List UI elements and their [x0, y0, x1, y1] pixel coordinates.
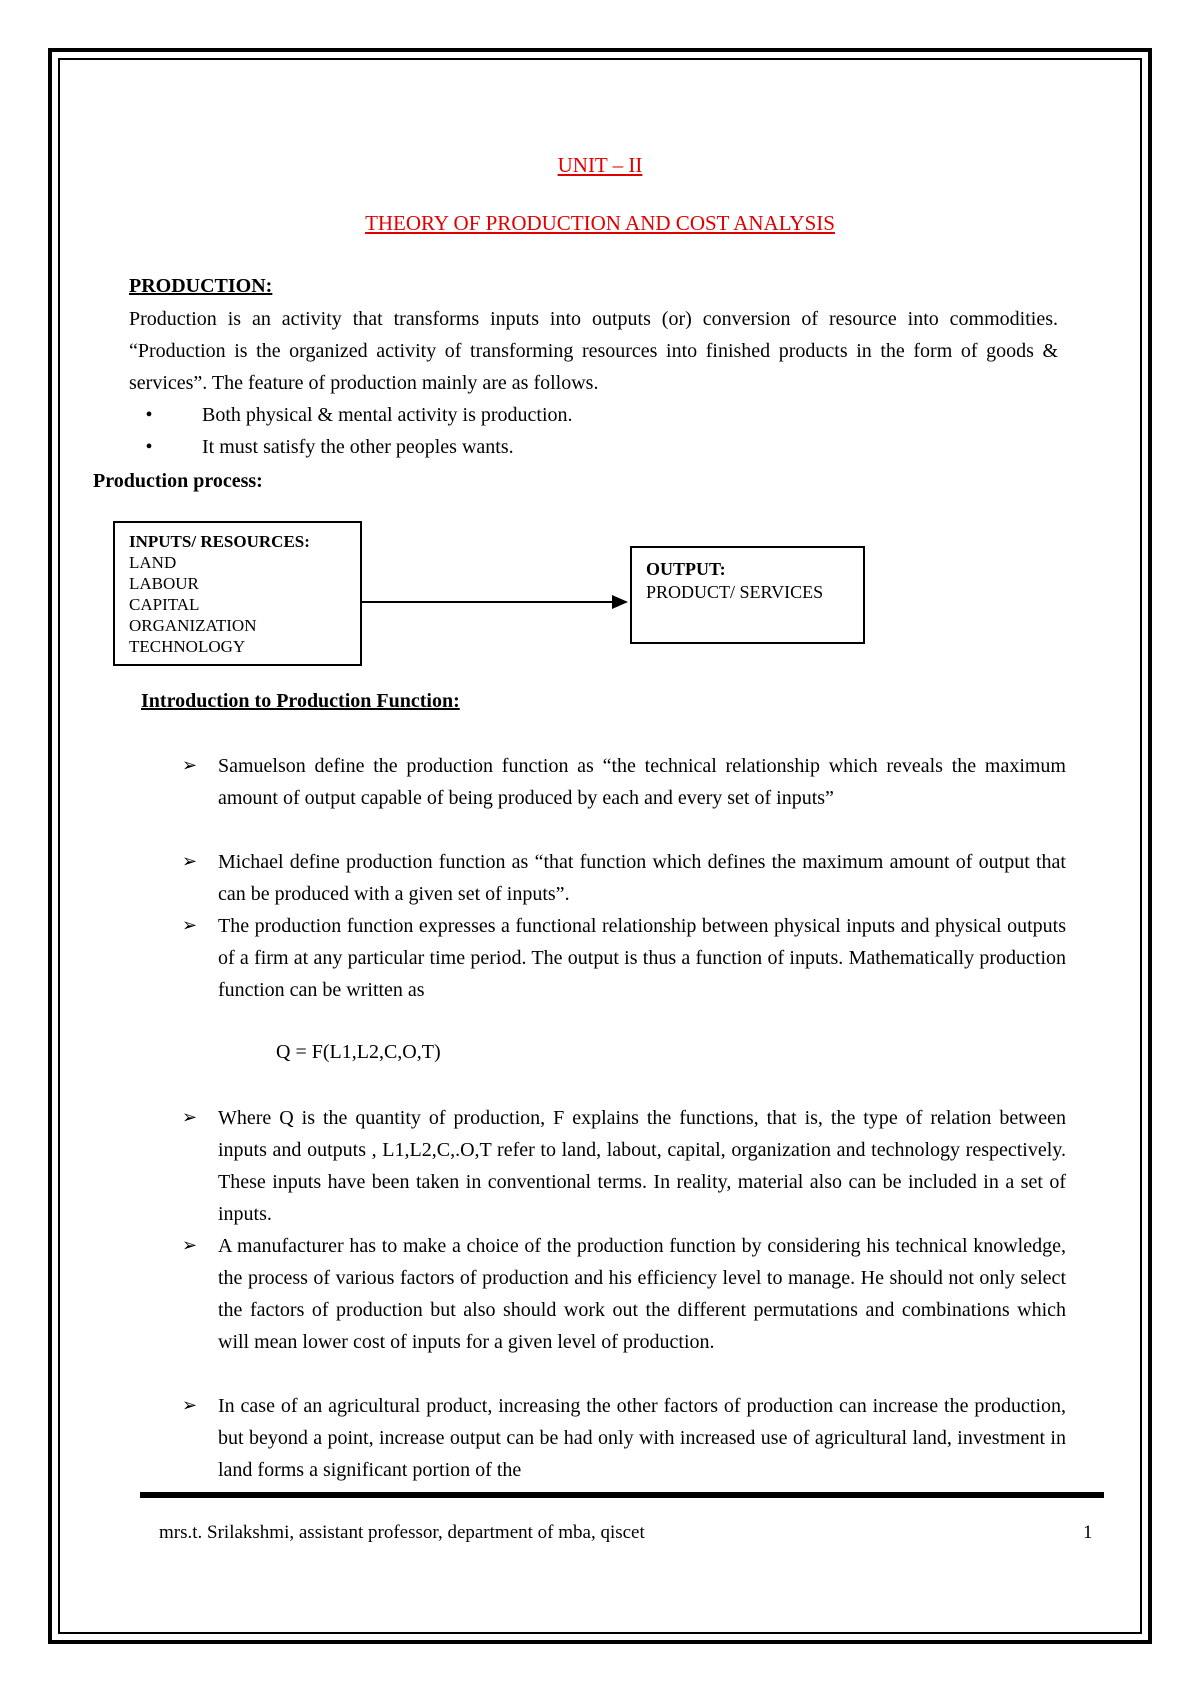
formula: Q = F(L1,L2,C,O,T) [276, 1041, 441, 1063]
arrow-bullet-icon: ➢ [182, 915, 198, 936]
arrow-bullet-icon: ➢ [182, 755, 198, 776]
input-item: ORGANIZATION [129, 616, 257, 635]
bullet-dot-icon: • [145, 404, 153, 426]
bullet-dot-icon: • [145, 436, 153, 458]
list-item: ➢ In case of an agricultural product, increasing the other factors of production can increase the production, but beyond a point, increase output can be had only with increased use of agricultural land, investment in land forms a significant portion of the [182, 1390, 1066, 1486]
arrow-bullet-icon: ➢ [182, 1235, 198, 1256]
output-value: PRODUCT/ SERVICES [646, 582, 824, 602]
process-heading: Production process: [93, 470, 263, 492]
output-box [630, 546, 865, 644]
input-item: CAPITAL [129, 595, 200, 614]
footer-rule [140, 1492, 1104, 1498]
output-title: OUTPUT: [646, 559, 726, 579]
production-paragraph: Production is an activity that transforms inputs into outputs (or) conversion of resource into commodities. “Production is the organized activity of transforming resources into finished products in the form of goods & services”. The feature of production mainly are as follows. [129, 308, 1058, 394]
input-item: TECHNOLOGY [129, 637, 246, 656]
arrow-bullet-icon: ➢ [182, 1107, 198, 1128]
page-number: 1 [1083, 1522, 1093, 1543]
arrow-bullet-icon: ➢ [182, 1395, 198, 1416]
list-item: ➢ Where Q is the quantity of production, F explains the functions, that is, the type of relation between inputs and outputs , L1,L2,C,.O,T refer to land, labout, capital, organization and technology respectively. These inputs have been taken in conventional terms. In reality, material also can be included in a set of inputs. [182, 1102, 1066, 1230]
arrow-head-icon [612, 595, 628, 609]
process-arrow [362, 601, 614, 603]
production-heading: PRODUCTION: [129, 275, 273, 297]
arrow-bullet-icon: ➢ [182, 851, 198, 872]
list-item: ➢ The production function expresses a functional relationship between physical inputs and physical outputs of a firm at any particular time period. The output is thus a function of inputs. Mathematically production function can be written as [182, 910, 1066, 1006]
unit-heading: UNIT – II [557, 153, 643, 177]
list-item: ➢ A manufacturer has to make a choice of the production function by considering his technical knowledge, the process of various factors of production and his efficiency level to manage. He should not only select the factors of production but also should work out the different permutations and combinations which will mean lower cost of inputs for a given level of production. [182, 1230, 1066, 1358]
input-item: LABOUR [129, 574, 199, 593]
input-item: LAND [129, 553, 177, 572]
inputs-box [113, 521, 362, 666]
inputs-title: INPUTS/ RESOURCES: [129, 532, 310, 551]
list-item: ➢ Michael define production function as “that function which defines the maximum amount of output that can be produced with a given set of inputs”. [182, 846, 1066, 910]
document-title: THEORY OF PRODUCTION AND COST ANALYSIS [365, 211, 835, 235]
footer-author: mrs.t. Srilakshmi, assistant professor, department of mba, qiscet [159, 1522, 645, 1543]
function-heading: Introduction to Production Function: [141, 690, 460, 712]
list-item: ➢ Samuelson define the production function as “the technical relationship which reveals the maximum amount of output capable of being produced by each and every set of inputs” [182, 750, 1066, 814]
